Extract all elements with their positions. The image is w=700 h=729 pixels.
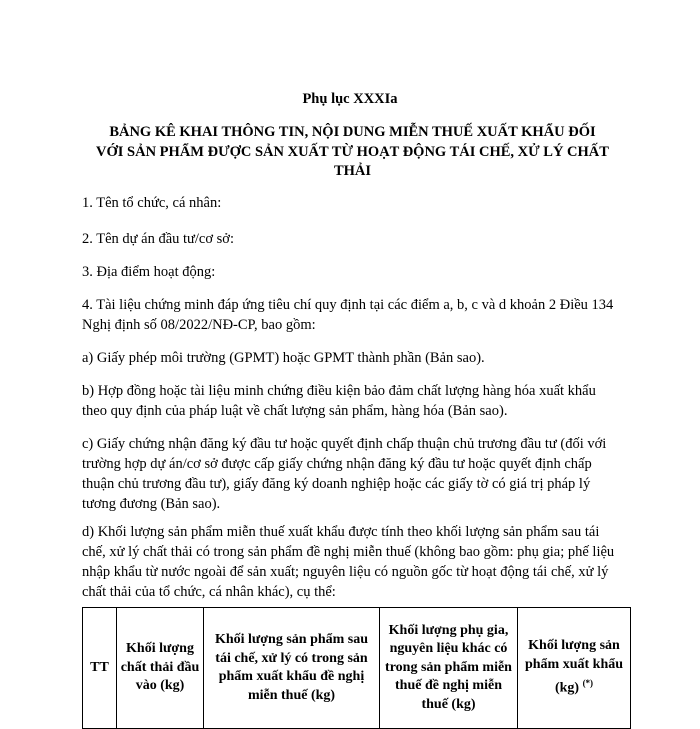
header-input-waste: Khối lượng chất thải đầu vào (kg) — [117, 608, 204, 729]
item-location: 3. Địa điểm hoạt động: — [82, 264, 216, 280]
header-tt: TT — [83, 608, 117, 729]
exemption-table — [82, 607, 631, 729]
header-export-product-label: Khối lượng sản phẩm xuất khẩu (kg) — [524, 638, 624, 697]
item-investment-certificate: c) Giấy chứng nhận đăng ký đầu tư hoặc quyết định chấp thuận chủ trương đầu tư (đối với trường hợp dự án/cơ sở được cấp giấy chứng nhận đăng ký đầu tư hoặc quyết định chấp thuận chủ trương đầu tư), giấy đăng ký doanh nghiệp hoặc các giấy tờ có giá trị pháp lý tương đương (Bản sao). — [82, 436, 607, 512]
item-export-volume: d) Khối lượng sản phẩm miễn thuế xuất khẩu được tính theo khối lượng sản phẩm sau tái chế, xử lý chất thải có trong sản phẩm đề nghị miễn thuế (không bao gồm: phụ gia; phế liệu nhập khẩu từ nước ngoài để sản xuất; nguyên liệu có nguồn gốc từ hoạt động tái chế, xử lý chất thải của tổ chức, cá nhân khác), cụ thể: — [82, 524, 615, 600]
document-title: BẢNG KÊ KHAI THÔNG TIN, NỘI DUNG MIỄN THUẾ XUẤT KHẨU ĐỐI VỚI SẢN PHẨM ĐƯỢC SẢN XUẤT TỪ HOẠT ĐỘNG TÁI CHẾ, XỬ LÝ CHẤT THẢI — [96, 124, 609, 179]
header-additives: Khối lượng phụ gia, nguyên liệu khác có trong sản phẩm miễn thuế đề nghị miễn thuế (kg) — [380, 608, 518, 729]
header-export-product — [518, 608, 631, 729]
item-quality-contract: b) Hợp đồng hoặc tài liệu minh chứng điều kiện bảo đảm chất lượng hàng hóa xuất khẩu theo quy định của pháp luật về chất lượng sản phẩm, hàng hóa (Bản sao). — [82, 383, 596, 419]
item-project-name: 2. Tên dự án đầu tư/cơ sở: — [82, 231, 234, 247]
item-environmental-permit: a) Giấy phép môi trường (GPMT) hoặc GPMT thành phần (Bản sao). — [82, 350, 485, 366]
item-organization-name: 1. Tên tổ chức, cá nhân: — [82, 195, 222, 211]
table-header-row — [83, 608, 631, 729]
item-supporting-documents: 4. Tài liệu chứng minh đáp ứng tiêu chí quy định tại các điểm a, b, c và d khoản 2 Điều 134 Nghị định số 08/2022/NĐ-CP, bao gồm: — [82, 297, 614, 333]
appendix-heading: Phụ lục XXXIa — [302, 91, 398, 107]
header-recycled-product: Khối lượng sản phẩm sau tái chế, xử lý có trong sản phẩm xuất khẩu đề nghị miễn thuế (kg) — [204, 608, 380, 729]
header-footnote-marker: (*) — [582, 678, 594, 689]
